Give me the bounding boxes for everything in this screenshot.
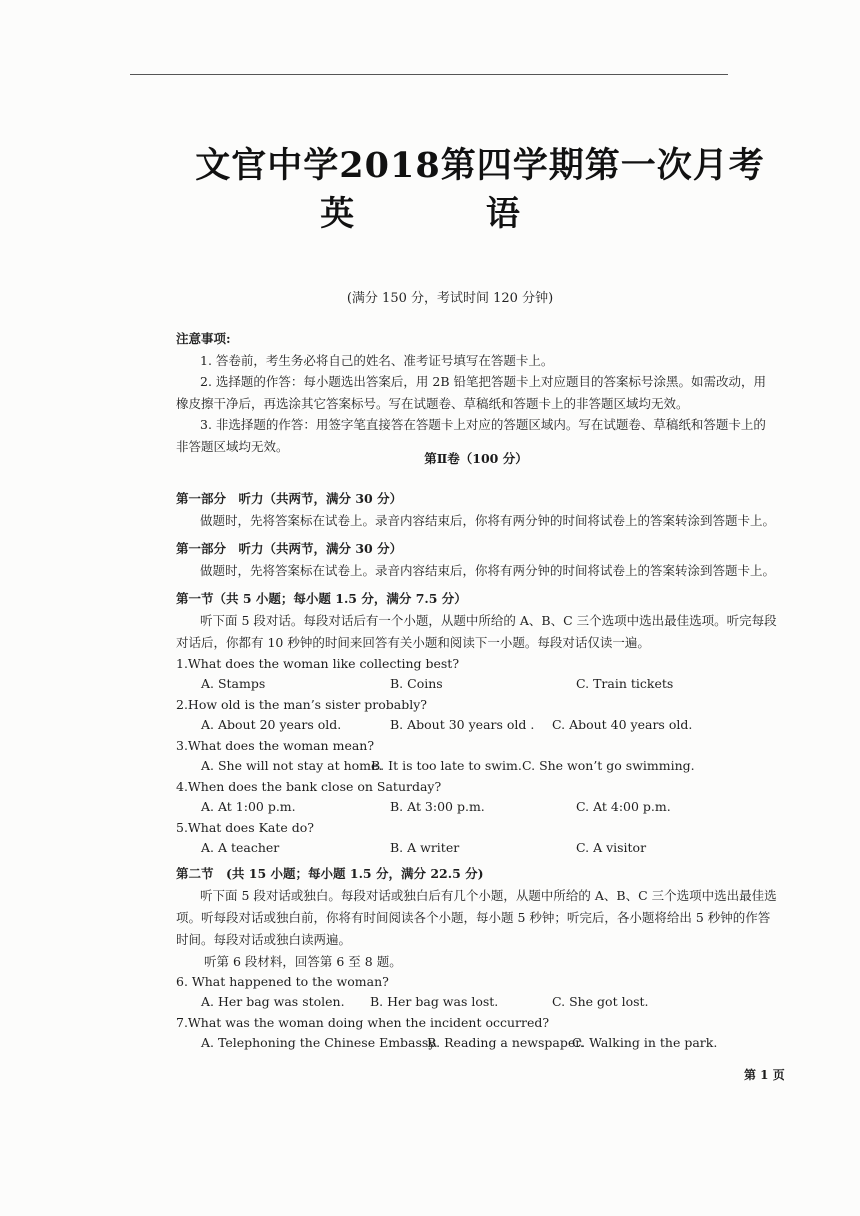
notes-item: 2. 选择题的作答：每小题选出答案后，用 2B 铅笔把答题卡上对应题目的答案标号涂黑。如需改动，用橡皮擦干净后，再选涂其它答案标号。写在试题卷、草稿纸和答题卡上的非答题区域均无效。 — [176, 374, 766, 411]
question-stem: 5.What does Kate do? — [176, 820, 315, 835]
question-options — [176, 837, 780, 859]
option-a: A. She will not stay at home. — [201, 758, 383, 773]
question-stem: 3.What does the woman mean? — [176, 738, 375, 753]
score-info: (满分 150 分，考试时间 120 分钟) — [346, 291, 554, 306]
notes-item: 3. 非选择题的作答：用签字笔直接答在答题卡上对应的答题区域内。写在试题卷、草稿纸和答题卡上的非答题区域均无效。 — [176, 417, 766, 454]
option-b: B. Her bag was lost. — [370, 994, 499, 1009]
option-c: C. Walking in the park. — [572, 1035, 718, 1050]
section-instruction: 听下面 5 段对话或独白。每段对话或独白后有几个小题，从题中所给的 A、B、C 三个选项中选出最佳选项。听每段对话或独白前，你将有时间阅读各个小题，每小题 5 秒钟；听完后，各小题将给出 5 秒钟的作答时间。每段对话或独白读两遍。 — [176, 888, 777, 947]
part-instruction: 做题时，先将答案标在试卷上。录音内容结束后，你将有两分钟的时间将试卷上的答案转涂到答题卡上。 — [200, 563, 776, 578]
question-stem: 6. What happened to the woman? — [176, 974, 389, 989]
option-c: C. She got lost. — [552, 994, 649, 1009]
question-options — [176, 991, 780, 1013]
notes-block — [176, 328, 776, 457]
question-options — [176, 714, 780, 736]
question-stem: 1.What does the woman like collecting best? — [176, 656, 460, 671]
notes-item: 1. 答卷前，考生务必将自己的姓名、准考证号填写在答题卡上。 — [200, 352, 554, 368]
exam-title: 文官中学2018第四学期第一次月考 — [195, 145, 765, 186]
page-number: 第 1 页 — [744, 1068, 785, 1082]
option-c: C. Train tickets — [576, 676, 674, 691]
option-c: C. About 40 years old. — [552, 717, 693, 732]
top-divider — [130, 74, 728, 75]
question-stem: 4.When does the bank close on Saturday? — [176, 779, 442, 794]
question-options — [176, 796, 780, 818]
option-b: B. It is too late to swim. — [371, 758, 522, 773]
option-b: B. About 30 years old . — [390, 717, 535, 732]
section-title: 第二节 (共 15 小题；每小题 1.5 分，满分 22.5 分) — [176, 866, 484, 881]
option-c: C. She won’t go swimming. — [522, 758, 695, 773]
option-a: A. Telephoning the Chinese Embassy. — [201, 1035, 438, 1050]
option-b: B. A writer — [390, 840, 460, 855]
part-instruction: 做题时，先将答案标在试卷上。录音内容结束后，你将有两分钟的时间将试卷上的答案转涂到答题卡上。 — [200, 513, 776, 528]
option-a: A. Her bag was stolen. — [201, 994, 345, 1009]
volume-title: 第Ⅱ卷（100 分） — [424, 451, 528, 466]
exam-body — [176, 488, 780, 1054]
section-instruction: 听下面 5 段对话。每段对话后有一个小题，从题中所给的 A、B、C 三个选项中选出最佳选项。听完每段对话后，你都有 10 秒钟的时间来回答有关小题和阅读下一小题。每段对话仅读一遍。 — [176, 613, 777, 650]
option-a: A. At 1:00 p.m. — [201, 799, 296, 814]
option-b: B. Coins — [390, 676, 443, 691]
section-title: 第一节（共 5 小题；每小题 1.5 分，满分 7.5 分） — [176, 591, 467, 606]
question-stem: 2.How old is the man’s sister probably? — [176, 697, 427, 712]
option-c: C. At 4:00 p.m. — [576, 799, 671, 814]
question-options — [176, 673, 780, 695]
notes-heading: 注意事项: — [176, 331, 231, 346]
option-a: A. Stamps — [201, 676, 266, 691]
subject-title: 英 语 — [320, 194, 580, 234]
option-b: B. Reading a newspaper. — [427, 1035, 584, 1050]
question-options — [176, 1032, 780, 1054]
option-c: C. A visitor — [576, 840, 647, 855]
material-note: 听第 6 段材料，回答第 6 至 8 题。 — [204, 954, 402, 969]
question-stem: 7.What was the woman doing when the incident occurred? — [176, 1015, 550, 1030]
part-title: 第一部分 听力（共两节，满分 30 分） — [176, 491, 403, 506]
question-options — [176, 755, 780, 777]
option-a: A. About 20 years old. — [201, 717, 342, 732]
part-title: 第一部分 听力（共两节，满分 30 分） — [176, 541, 403, 556]
option-b: B. At 3:00 p.m. — [390, 799, 485, 814]
option-a: A. A teacher — [201, 840, 280, 855]
